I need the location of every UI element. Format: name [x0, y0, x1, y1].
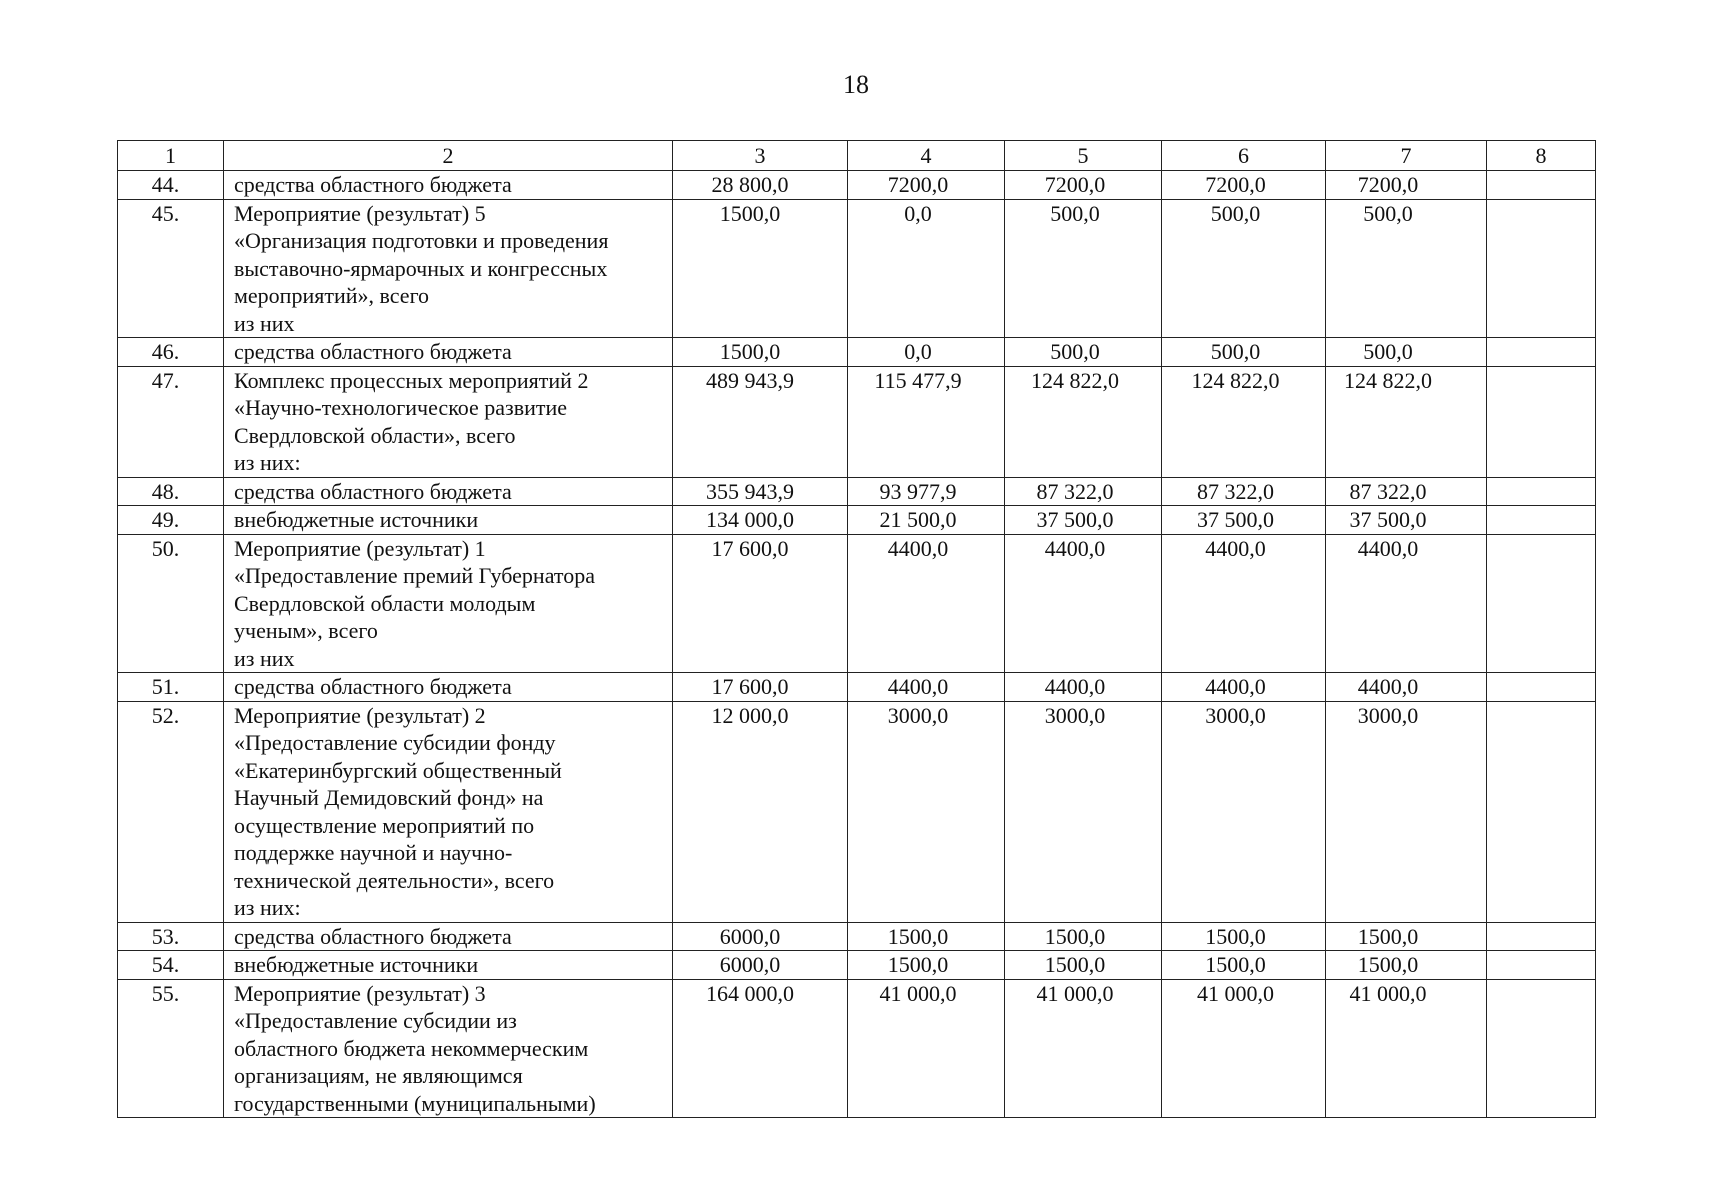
amount-cell: 124 822,0	[1162, 366, 1326, 477]
amount-cell: 4400,0	[1005, 673, 1162, 702]
description-cell: внебюджетные источники	[224, 951, 673, 980]
row-number-cell: 45.	[118, 199, 224, 338]
amount-cell: 115 477,9	[848, 366, 1005, 477]
amount-cell: 37 500,0	[1326, 506, 1487, 535]
column-8-cell	[1487, 338, 1596, 367]
amount-cell: 355 943,9	[673, 477, 848, 506]
description-cell: средства областного бюджета	[224, 922, 673, 951]
amount-cell: 4400,0	[1326, 673, 1487, 702]
amount-cell: 0,0	[848, 199, 1005, 338]
amount-cell: 17 600,0	[673, 673, 848, 702]
amount-cell: 500,0	[1162, 199, 1326, 338]
column-8-cell	[1487, 171, 1596, 200]
amount-cell: 17 600,0	[673, 534, 848, 673]
row-number-cell: 48.	[118, 477, 224, 506]
column-8-cell	[1487, 534, 1596, 673]
column-header: 7	[1326, 141, 1487, 171]
amount-cell: 7200,0	[1162, 171, 1326, 200]
amount-cell: 1500,0	[673, 338, 848, 367]
amount-cell: 4400,0	[848, 673, 1005, 702]
amount-cell: 37 500,0	[1162, 506, 1326, 535]
amount-cell: 7200,0	[1005, 171, 1162, 200]
column-8-cell	[1487, 701, 1596, 922]
column-header: 1	[118, 141, 224, 171]
description-cell: Мероприятие (результат) 2 «Предоставление субсидии фонду «Екатеринбургский общественный Научный Демидовский фонд» на осуществление мероприятий по поддержке научной и научно- технической деятельности», всего из них:	[224, 701, 673, 922]
row-number-cell: 50.	[118, 534, 224, 673]
amount-cell: 500,0	[1326, 338, 1487, 367]
amount-cell: 4400,0	[1005, 534, 1162, 673]
row-number-cell: 54.	[118, 951, 224, 980]
description-cell: внебюджетные источники	[224, 506, 673, 535]
row-number-cell: 46.	[118, 338, 224, 367]
table-row	[118, 951, 1596, 980]
amount-cell: 500,0	[1326, 199, 1487, 338]
amount-cell: 41 000,0	[1162, 979, 1326, 1118]
table-row	[118, 366, 1596, 477]
table-row	[118, 979, 1596, 1118]
amount-cell: 3000,0	[848, 701, 1005, 922]
column-8-cell	[1487, 366, 1596, 477]
table-row	[118, 534, 1596, 673]
amount-cell: 12 000,0	[673, 701, 848, 922]
column-8-cell	[1487, 506, 1596, 535]
row-number-cell: 51.	[118, 673, 224, 702]
amount-cell: 164 000,0	[673, 979, 848, 1118]
description-cell: средства областного бюджета	[224, 477, 673, 506]
description-cell: Комплекс процессных мероприятий 2 «Научно-технологическое развитие Свердловской области», всего из них:	[224, 366, 673, 477]
description-cell: средства областного бюджета	[224, 673, 673, 702]
table-row	[118, 199, 1596, 338]
column-8-cell	[1487, 922, 1596, 951]
description-cell: Мероприятие (результат) 3 «Предоставление субсидии из областного бюджета некоммерческим организациям, не являющимся государственными (муниципальными)	[224, 979, 673, 1118]
amount-cell: 6000,0	[673, 951, 848, 980]
column-header: 5	[1005, 141, 1162, 171]
amount-cell: 4400,0	[1162, 673, 1326, 702]
column-header: 2	[224, 141, 673, 171]
amount-cell: 1500,0	[1005, 951, 1162, 980]
table-row	[118, 506, 1596, 535]
amount-cell: 7200,0	[848, 171, 1005, 200]
row-number-cell: 52.	[118, 701, 224, 922]
column-8-cell	[1487, 673, 1596, 702]
table-row	[118, 701, 1596, 922]
amount-cell: 3000,0	[1005, 701, 1162, 922]
row-number-cell: 44.	[118, 171, 224, 200]
amount-cell: 41 000,0	[1326, 979, 1487, 1118]
column-header: 3	[673, 141, 848, 171]
amount-cell: 124 822,0	[1005, 366, 1162, 477]
description-cell: средства областного бюджета	[224, 171, 673, 200]
amount-cell: 3000,0	[1162, 701, 1326, 922]
description-cell: Мероприятие (результат) 1 «Предоставление премий Губернатора Свердловской области молодым ученым», всего из них	[224, 534, 673, 673]
table-row	[118, 673, 1596, 702]
amount-cell: 1500,0	[1326, 951, 1487, 980]
amount-cell: 4400,0	[1326, 534, 1487, 673]
column-8-cell	[1487, 951, 1596, 980]
column-8-cell	[1487, 477, 1596, 506]
amount-cell: 37 500,0	[1005, 506, 1162, 535]
amount-cell: 124 822,0	[1326, 366, 1487, 477]
amount-cell: 1500,0	[1326, 922, 1487, 951]
amount-cell: 6000,0	[673, 922, 848, 951]
page-number: 18	[843, 70, 869, 99]
amount-cell: 87 322,0	[1326, 477, 1487, 506]
row-number-cell: 55.	[118, 979, 224, 1118]
amount-cell: 1500,0	[1162, 951, 1326, 980]
amount-cell: 21 500,0	[848, 506, 1005, 535]
column-8-cell	[1487, 199, 1596, 338]
budget-table	[117, 140, 1596, 1118]
table-row	[118, 922, 1596, 951]
row-number-cell: 47.	[118, 366, 224, 477]
description-cell: Мероприятие (результат) 5 «Организация подготовки и проведения выставочно-ярмарочных и конгрессных мероприятий», всего из них	[224, 199, 673, 338]
column-header: 4	[848, 141, 1005, 171]
amount-cell: 1500,0	[673, 199, 848, 338]
column-header: 8	[1487, 141, 1596, 171]
amount-cell: 87 322,0	[1162, 477, 1326, 506]
amount-cell: 489 943,9	[673, 366, 848, 477]
amount-cell: 1500,0	[1162, 922, 1326, 951]
amount-cell: 134 000,0	[673, 506, 848, 535]
row-number-cell: 49.	[118, 506, 224, 535]
amount-cell: 87 322,0	[1005, 477, 1162, 506]
amount-cell: 4400,0	[848, 534, 1005, 673]
amount-cell: 7200,0	[1326, 171, 1487, 200]
row-number-cell: 53.	[118, 922, 224, 951]
description-cell: средства областного бюджета	[224, 338, 673, 367]
amount-cell: 1500,0	[848, 951, 1005, 980]
amount-cell: 41 000,0	[848, 979, 1005, 1118]
table-row	[118, 171, 1596, 200]
table-row	[118, 338, 1596, 367]
amount-cell: 1500,0	[848, 922, 1005, 951]
amount-cell: 4400,0	[1162, 534, 1326, 673]
amount-cell: 41 000,0	[1005, 979, 1162, 1118]
amount-cell: 3000,0	[1326, 701, 1487, 922]
amount-cell: 28 800,0	[673, 171, 848, 200]
column-8-cell	[1487, 979, 1596, 1118]
amount-cell: 500,0	[1005, 338, 1162, 367]
amount-cell: 1500,0	[1005, 922, 1162, 951]
amount-cell: 500,0	[1005, 199, 1162, 338]
amount-cell: 500,0	[1162, 338, 1326, 367]
table-header-row	[118, 141, 1596, 171]
table-row	[118, 477, 1596, 506]
column-header: 6	[1162, 141, 1326, 171]
amount-cell: 93 977,9	[848, 477, 1005, 506]
amount-cell: 0,0	[848, 338, 1005, 367]
